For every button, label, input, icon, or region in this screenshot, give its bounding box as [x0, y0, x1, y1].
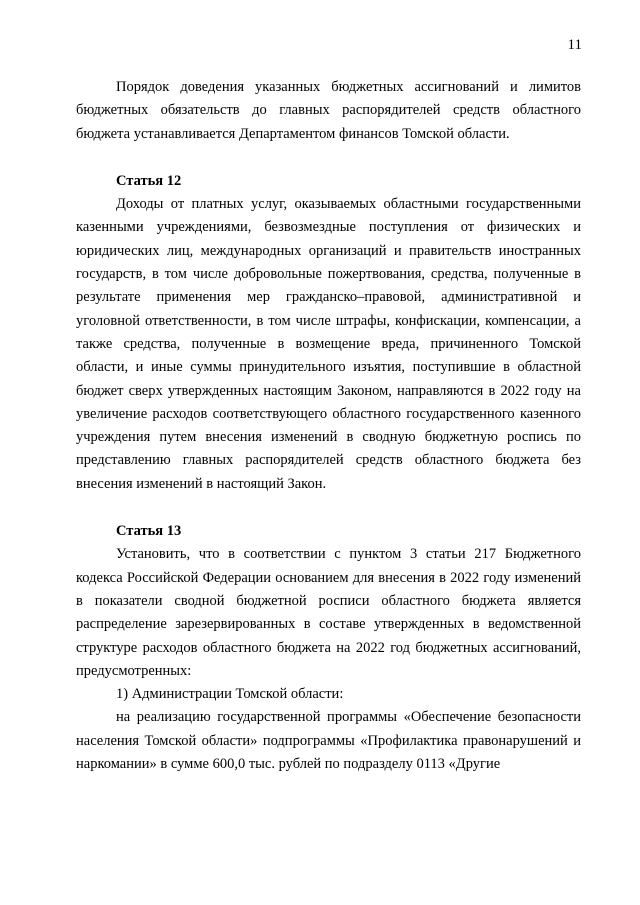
- article-13-item-1: 1) Администрации Томской области:: [116, 686, 344, 703]
- intro-paragraph: Порядок доведения указанных бюджетных ассигнований и лимитов бюджетных обязательств до главных распорядителей средств областного бюджета устанавливается Департаментом финансов Томской области.: [76, 79, 581, 142]
- document-body: [76, 76, 581, 776]
- article-13-heading: Статья 13: [116, 523, 182, 540]
- article-12-paragraph: Доходы от платных услуг, оказываемых областными государственными казенными учреждениями, безвозмездные поступления от физических и юридических лиц, международных организаций и правительств иностранных государств, в том числе добровольные пожертвования, средства, полученные в результате применения мер гражданско–правовой, административной и уголовной ответственности, в том числе штрафы, конфискации, компенсации, а также средства, полученные в возмещение вреда, причиненного Томской области, и иные суммы принудительного изъятия, поступившие в областной бюджет сверх утвержденных настоящим Законом, направляются в 2022 году на увеличение расходов соответствующего областного государственного казенного учреждения путем внесения изменений в сводную бюджетную роспись по представлению главных распорядителей средств областного бюджета без внесения изменений в настоящий Закон.: [76, 196, 581, 492]
- spacer: [76, 496, 581, 520]
- spacer: [76, 146, 581, 170]
- article-12-heading: Статья 12: [116, 172, 182, 189]
- article-13-item-1-text: на реализацию государственной программы «Обеспечение безопасности населения Томской области» подпрограммы «Профилактика правонарушений и наркомании» в сумме 600,0 тыс. рублей по подразделу 0113 «Другие: [76, 709, 581, 773]
- page-number: 11: [567, 37, 582, 53]
- article-13-paragraph: Установить, что в соответствии с пунктом 3 статьи 217 Бюджетного кодекса Российской Федерации основанием для внесения в 2022 году изменений в показатели сводной бюджетной росписи областного бюджета является распределение зарезервированных в составе утвержденных в ведомственной структуре расходов областного бюджета на 2022 год бюджетных ассигнований, предусмотренных:: [76, 546, 581, 679]
